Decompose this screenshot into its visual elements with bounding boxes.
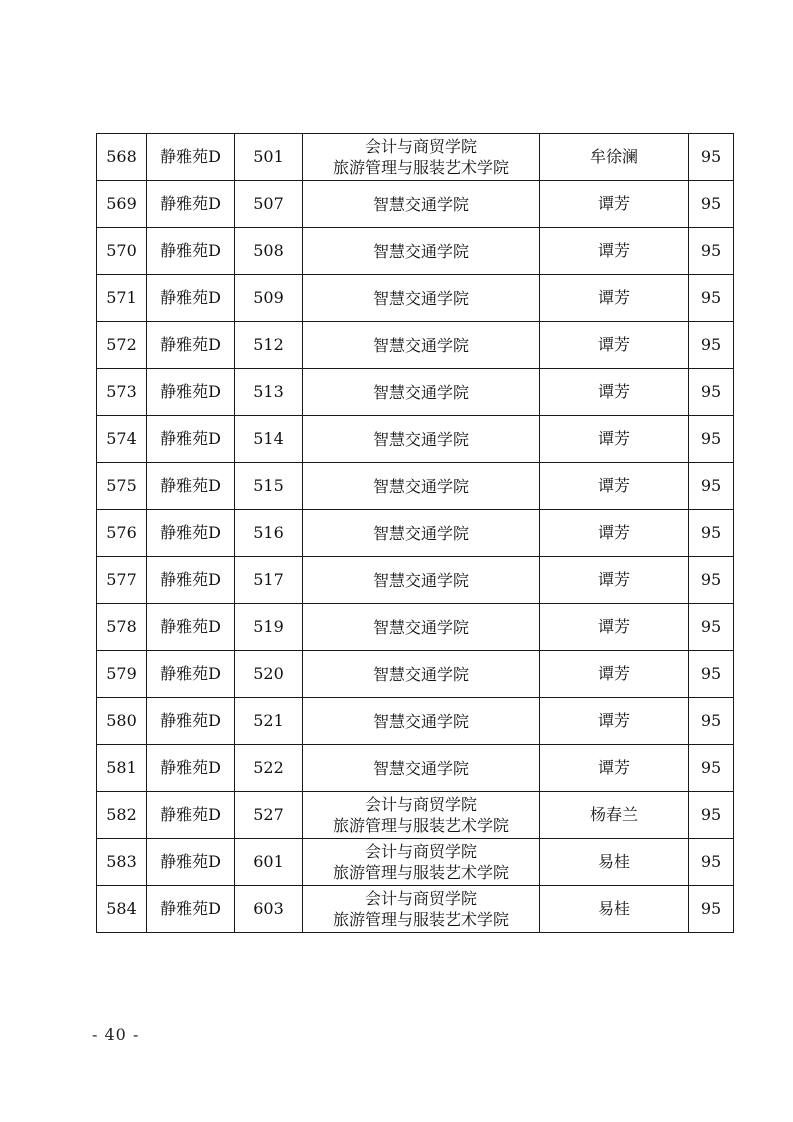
department-line: 智慧交通学院	[372, 523, 469, 543]
building-cell: 静雅苑D	[147, 416, 235, 463]
department-line: 智慧交通学院	[372, 194, 469, 214]
department-line: 智慧交通学院	[372, 382, 469, 402]
responsible-person-cell: 谭芳	[540, 557, 689, 604]
score-cell: 95	[689, 275, 734, 322]
responsible-person-cell: 谭芳	[540, 181, 689, 228]
department-cell	[303, 510, 540, 557]
responsible-person-cell: 牟徐澜	[540, 134, 689, 181]
department-cell	[303, 228, 540, 275]
department-line: 旅游管理与服装艺术学院	[332, 816, 509, 835]
table-row	[97, 510, 734, 557]
room-cell: 603	[235, 886, 303, 933]
score-cell: 95	[689, 745, 734, 792]
table-row	[97, 745, 734, 792]
table-row	[97, 886, 734, 933]
room-cell: 516	[235, 510, 303, 557]
department-cell	[303, 792, 540, 839]
table-row	[97, 651, 734, 698]
dormitory-score-table	[96, 133, 734, 933]
department-cell	[303, 322, 540, 369]
score-cell: 95	[689, 134, 734, 181]
table-row	[97, 698, 734, 745]
department-cell	[303, 557, 540, 604]
responsible-person-cell: 谭芳	[540, 604, 689, 651]
responsible-person-cell: 谭芳	[540, 651, 689, 698]
responsible-person-cell: 谭芳	[540, 228, 689, 275]
room-cell: 514	[235, 416, 303, 463]
row-number-cell: 568	[97, 134, 147, 181]
row-number-cell: 571	[97, 275, 147, 322]
responsible-person-cell: 谭芳	[540, 698, 689, 745]
score-cell: 95	[689, 510, 734, 557]
room-cell: 513	[235, 369, 303, 416]
department-cell	[303, 651, 540, 698]
row-number-cell: 583	[97, 839, 147, 886]
responsible-person-cell: 杨春兰	[540, 792, 689, 839]
row-number-cell: 575	[97, 463, 147, 510]
department-line: 旅游管理与服装艺术学院	[332, 158, 509, 177]
building-cell: 静雅苑D	[147, 557, 235, 604]
table-row	[97, 322, 734, 369]
department-line: 智慧交通学院	[372, 617, 469, 637]
department-cell	[303, 134, 540, 181]
building-cell: 静雅苑D	[147, 134, 235, 181]
room-cell: 521	[235, 698, 303, 745]
department-line: 会计与商贸学院	[364, 889, 477, 908]
score-cell: 95	[689, 322, 734, 369]
row-number-cell: 570	[97, 228, 147, 275]
building-cell: 静雅苑D	[147, 886, 235, 933]
table-row	[97, 557, 734, 604]
row-number-cell: 577	[97, 557, 147, 604]
table-row	[97, 416, 734, 463]
table-row	[97, 604, 734, 651]
department-cell	[303, 886, 540, 933]
department-line: 智慧交通学院	[372, 429, 469, 449]
building-cell: 静雅苑D	[147, 369, 235, 416]
department-line: 智慧交通学院	[372, 758, 469, 778]
row-number-cell: 584	[97, 886, 147, 933]
department-cell	[303, 745, 540, 792]
building-cell: 静雅苑D	[147, 275, 235, 322]
row-number-cell: 569	[97, 181, 147, 228]
department-line: 旅游管理与服装艺术学院	[332, 910, 509, 929]
table-row	[97, 839, 734, 886]
table-body	[97, 134, 734, 933]
row-number-cell: 582	[97, 792, 147, 839]
building-cell: 静雅苑D	[147, 181, 235, 228]
department-line: 智慧交通学院	[372, 476, 469, 496]
room-cell: 519	[235, 604, 303, 651]
room-cell: 509	[235, 275, 303, 322]
building-cell: 静雅苑D	[147, 745, 235, 792]
row-number-cell: 576	[97, 510, 147, 557]
row-number-cell: 581	[97, 745, 147, 792]
score-cell: 95	[689, 181, 734, 228]
responsible-person-cell: 谭芳	[540, 745, 689, 792]
score-cell: 95	[689, 792, 734, 839]
score-cell: 95	[689, 557, 734, 604]
score-cell: 95	[689, 651, 734, 698]
row-number-cell: 572	[97, 322, 147, 369]
responsible-person-cell: 谭芳	[540, 275, 689, 322]
department-cell	[303, 839, 540, 886]
room-cell: 527	[235, 792, 303, 839]
row-number-cell: 578	[97, 604, 147, 651]
row-number-cell: 574	[97, 416, 147, 463]
responsible-person-cell: 谭芳	[540, 510, 689, 557]
page-number: - 40 -	[92, 1025, 140, 1044]
table-row	[97, 181, 734, 228]
score-cell: 95	[689, 604, 734, 651]
building-cell: 静雅苑D	[147, 228, 235, 275]
room-cell: 520	[235, 651, 303, 698]
department-line: 智慧交通学院	[372, 335, 469, 355]
room-cell: 522	[235, 745, 303, 792]
score-cell: 95	[689, 839, 734, 886]
score-cell: 95	[689, 463, 734, 510]
building-cell: 静雅苑D	[147, 604, 235, 651]
table-row	[97, 275, 734, 322]
score-cell: 95	[689, 698, 734, 745]
department-cell	[303, 181, 540, 228]
department-line: 智慧交通学院	[372, 570, 469, 590]
building-cell: 静雅苑D	[147, 792, 235, 839]
department-line: 智慧交通学院	[372, 664, 469, 684]
row-number-cell: 573	[97, 369, 147, 416]
department-line: 智慧交通学院	[372, 241, 469, 261]
responsible-person-cell: 谭芳	[540, 369, 689, 416]
responsible-person-cell: 谭芳	[540, 463, 689, 510]
room-cell: 501	[235, 134, 303, 181]
table-row	[97, 134, 734, 181]
room-cell: 601	[235, 839, 303, 886]
building-cell: 静雅苑D	[147, 698, 235, 745]
department-line: 会计与商贸学院	[364, 842, 477, 861]
department-cell	[303, 416, 540, 463]
building-cell: 静雅苑D	[147, 463, 235, 510]
table-row	[97, 369, 734, 416]
building-cell: 静雅苑D	[147, 651, 235, 698]
room-cell: 508	[235, 228, 303, 275]
department-line: 旅游管理与服装艺术学院	[332, 863, 509, 882]
responsible-person-cell: 易桂	[540, 886, 689, 933]
room-cell: 517	[235, 557, 303, 604]
department-cell	[303, 275, 540, 322]
department-cell	[303, 604, 540, 651]
department-cell	[303, 463, 540, 510]
department-line: 会计与商贸学院	[364, 795, 477, 814]
department-line: 智慧交通学院	[372, 288, 469, 308]
row-number-cell: 579	[97, 651, 147, 698]
table-row	[97, 228, 734, 275]
department-line: 智慧交通学院	[372, 711, 469, 731]
room-cell: 507	[235, 181, 303, 228]
score-cell: 95	[689, 369, 734, 416]
department-cell	[303, 698, 540, 745]
table-row	[97, 463, 734, 510]
building-cell: 静雅苑D	[147, 839, 235, 886]
score-cell: 95	[689, 228, 734, 275]
table-row	[97, 792, 734, 839]
score-cell: 95	[689, 886, 734, 933]
responsible-person-cell: 易桂	[540, 839, 689, 886]
building-cell: 静雅苑D	[147, 322, 235, 369]
responsible-person-cell: 谭芳	[540, 322, 689, 369]
building-cell: 静雅苑D	[147, 510, 235, 557]
room-cell: 515	[235, 463, 303, 510]
responsible-person-cell: 谭芳	[540, 416, 689, 463]
department-line: 会计与商贸学院	[364, 137, 477, 156]
room-cell: 512	[235, 322, 303, 369]
row-number-cell: 580	[97, 698, 147, 745]
department-cell	[303, 369, 540, 416]
score-cell: 95	[689, 416, 734, 463]
